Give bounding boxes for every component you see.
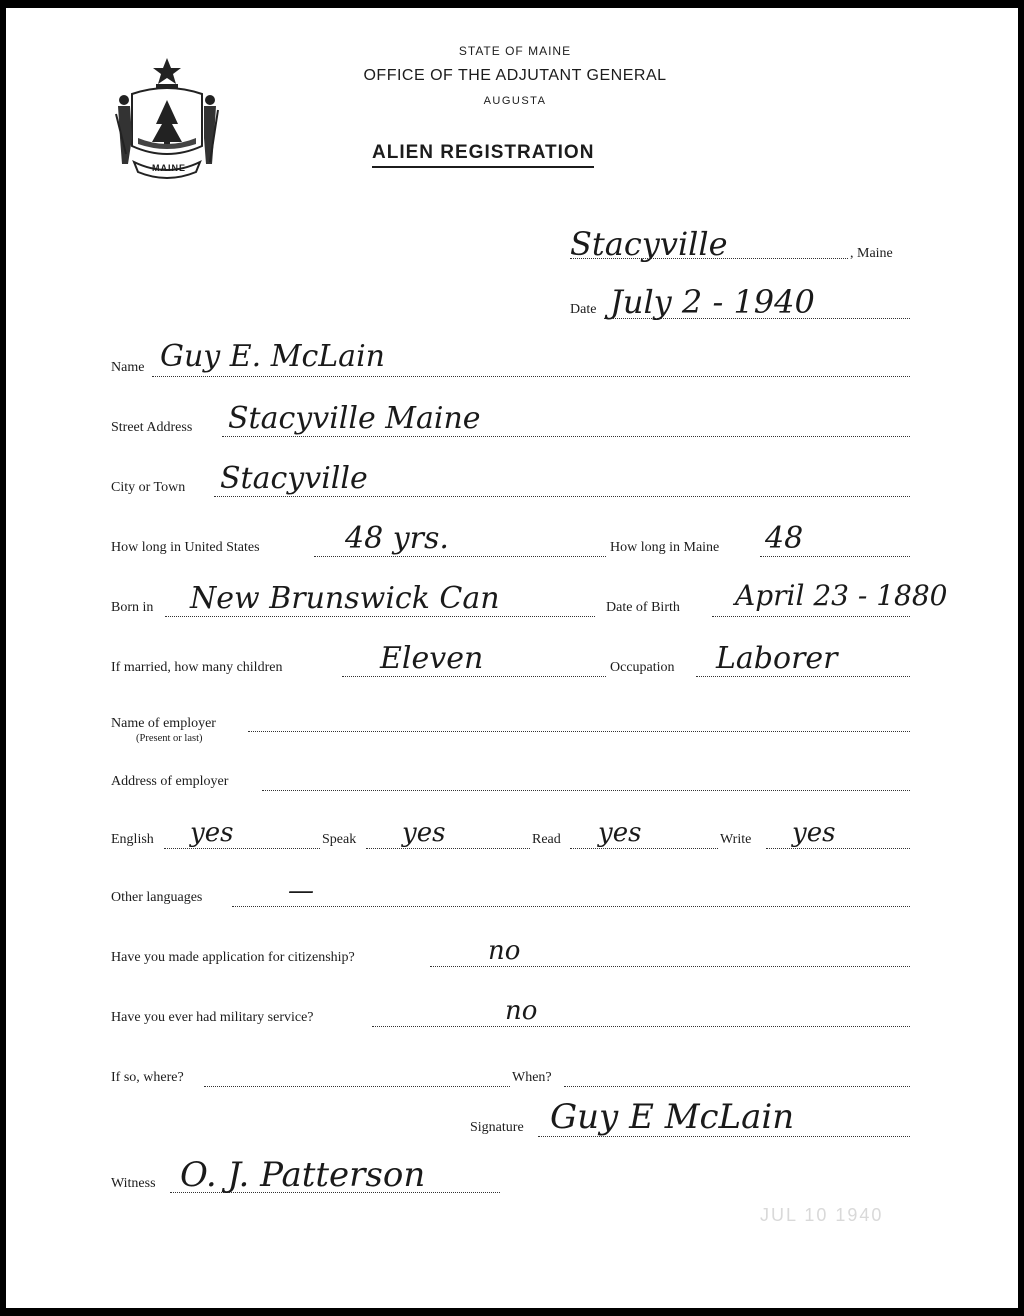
town-entry: Stacyville (570, 225, 728, 263)
scan-border-bottom (0, 1308, 1024, 1316)
when-label: When? (512, 1070, 552, 1085)
date-label: Date (570, 302, 597, 317)
military-label: Have you ever had military service? (111, 1010, 314, 1025)
citizenship-line (430, 966, 910, 967)
military-line (372, 1026, 910, 1027)
city-entry: Stacyville (220, 461, 368, 496)
citizenship-label: Have you made application for citizenship? (111, 950, 355, 965)
how-long-us-label: How long in United States (111, 540, 260, 555)
speak-label: Speak (322, 832, 357, 847)
english-line (164, 848, 320, 849)
name-entry: Guy E. McLain (160, 339, 385, 374)
seal-banner-text: MAINE (152, 163, 186, 173)
write-label: Write (720, 832, 752, 847)
signature-entry: Guy E McLain (550, 1097, 795, 1137)
other-languages-label: Other languages (111, 890, 203, 905)
header-state: STATE OF MAINE (458, 44, 572, 58)
married-line (342, 676, 606, 677)
name-label: Name (111, 360, 145, 375)
name-line (152, 376, 910, 377)
english-entry: yes (190, 818, 234, 848)
military-entry: no (505, 996, 538, 1026)
how-long-us-entry: 48 yrs. (345, 521, 449, 556)
scan-border-right (1018, 0, 1024, 1316)
dob-label: Date of Birth (606, 600, 680, 615)
street-entry: Stacyville Maine (228, 401, 481, 436)
write-entry: yes (792, 818, 836, 848)
occupation-entry: Laborer (716, 641, 838, 676)
form-title: ALIEN REGISTRATION (372, 142, 594, 168)
header-city: AUGUSTA (483, 95, 547, 107)
employer-address-label: Address of employer (111, 774, 229, 789)
city-line (214, 496, 910, 497)
how-long-maine-line (760, 556, 910, 557)
if-so-where-line (204, 1086, 510, 1087)
employer-line (248, 731, 910, 732)
born-in-label: Born in (111, 600, 154, 615)
read-entry: yes (598, 818, 642, 848)
scan-border-top (0, 0, 1024, 8)
town-line (570, 258, 848, 259)
dob-line (712, 616, 910, 617)
how-long-maine-label: How long in Maine (610, 540, 720, 555)
born-in-line (165, 616, 595, 617)
write-line (766, 848, 910, 849)
street-line (222, 436, 910, 437)
occupation-label: Occupation (610, 660, 675, 675)
signature-label: Signature (470, 1120, 524, 1135)
town-suffix: , Maine (850, 246, 893, 261)
date-entry: July 2 - 1940 (610, 283, 815, 321)
children-entry: Eleven (380, 641, 484, 676)
citizenship-entry: no (488, 936, 521, 966)
occupation-line (696, 676, 910, 677)
speak-line (366, 848, 530, 849)
street-label: Street Address (111, 420, 193, 435)
employer-label: Name of employer (111, 716, 216, 731)
other-languages-line (232, 906, 910, 907)
header-office: OFFICE OF THE ADJUTANT GENERAL (363, 67, 667, 84)
dob-entry: April 23 - 1880 (735, 579, 948, 612)
other-languages-entry: — (288, 876, 314, 906)
read-line (570, 848, 718, 849)
employer-sublabel: (Present or last) (136, 733, 203, 744)
witness-entry: O. J. Patterson (180, 1155, 426, 1195)
married-label: If married, how many children (111, 660, 283, 675)
city-label: City or Town (111, 480, 186, 495)
received-stamp: JUL 10 1940 (760, 1205, 884, 1225)
how-long-maine-entry: 48 (765, 521, 804, 556)
speak-entry: yes (402, 818, 446, 848)
when-line (564, 1086, 910, 1087)
employer-address-line (262, 790, 910, 791)
english-label: English (111, 832, 154, 847)
if-so-where-label: If so, where? (111, 1070, 184, 1085)
read-label: Read (532, 832, 561, 847)
witness-label: Witness (111, 1176, 156, 1191)
scan-border-left (0, 0, 6, 1316)
born-in-entry: New Brunswick Can (190, 581, 500, 616)
how-long-us-line (314, 556, 606, 557)
